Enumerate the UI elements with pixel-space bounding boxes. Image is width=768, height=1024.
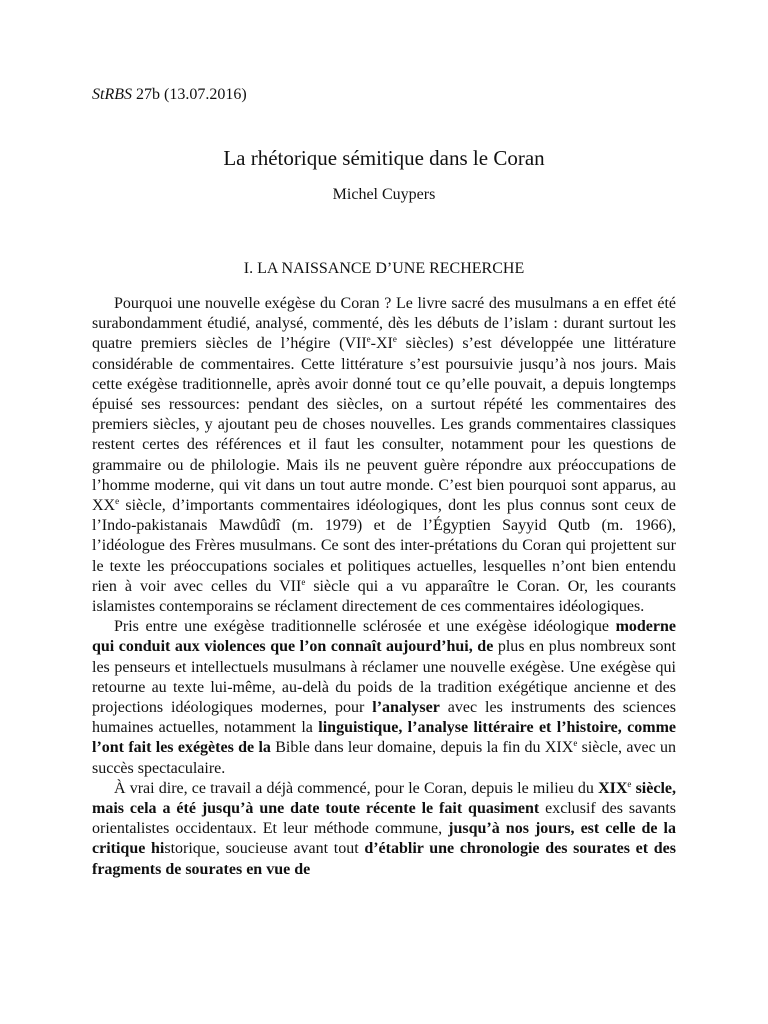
bold-text: XIX <box>598 779 628 797</box>
text-run: siècle, avec un succès spectaculaire. <box>92 739 677 777</box>
superscript-text: e <box>627 778 632 789</box>
text-run: Pourquoi une nouvelle exégèse du Coran ? Le livre sacré des musulmans a en effet été surabondamment étudié, analysé, commenté, dès les débuts de l’islam : durant surtout les quatre premiers siècles de l’hégire (VII <box>92 295 676 353</box>
journal-abbrev: StRBS <box>92 86 132 103</box>
text-run: siècle qui a vu apparaître le Coran. Or, les courants islamistes contemporains se réclament directement de ces commentaires idéologiques. <box>92 577 676 616</box>
paragraph-3 <box>92 779 676 880</box>
text-run: Pris entre une exégèse traditionnelle sclérosée et une exégèse idéologique <box>114 618 616 636</box>
paper-title: La rhétorique sémitique dans le Coran <box>223 146 545 170</box>
paragraph-2 <box>92 617 676 779</box>
superscript-text: e <box>366 334 371 345</box>
text-run: avec les instruments des sciences humaines actuelles, notamment la <box>92 699 677 737</box>
text-run: plus en plus nombreux sont les penseurs et intellectuels musulmans à réclamer une nouvelle exégèse. Une exégèse qui retourne au texte lui-même, au-delà du poids de la tradition exégétique ancienne et des projections idéologiques modernes, pour <box>92 638 676 717</box>
text-run: exclusif des savants orientalistes occidentaux. Et leur méthode commune, <box>92 800 677 838</box>
body-text <box>92 294 676 880</box>
bold-text: linguistique, l’analyse littéraire et l’histoire, comme l’ont fait les exégètes de la <box>92 719 677 757</box>
text-run: storique, soucieuse avant tout <box>164 840 365 858</box>
text-run: -XI <box>370 335 393 353</box>
superscript-text: e <box>573 738 578 749</box>
paragraph-1 <box>92 294 676 617</box>
superscript-text: e <box>115 496 120 507</box>
section-heading: I. LA NAISSANCE D’UNE RECHERCHE <box>243 260 525 277</box>
author-name: Michel Cuypers <box>332 186 436 203</box>
text-run: À vrai dire, ce travail a déjà commencé, pour le Coran, depuis le milieu du <box>114 779 599 797</box>
issue-ref: 27b (13.07.2016) <box>132 86 247 103</box>
bold-text: jusqu’à nos jours, est celle de la critique hi <box>92 820 677 858</box>
running-header <box>92 86 247 104</box>
superscript-text: e <box>301 576 306 587</box>
bold-text: d’établir une chronologie des sourates et des fragments de sourates en vue de <box>92 840 676 878</box>
text-run: Bible dans leur domaine, depuis la fin du XIX <box>270 739 574 757</box>
superscript-text: e <box>392 334 397 345</box>
bold-text: moderne qui conduit aux violences que l’on connaît aujourd’hui, de <box>92 618 676 656</box>
text-run: siècle, d’importants commentaires idéologiques, dont les plus connus sont ceux de l’Indo-pakistanais Mawdûdî (m. 1979) et de l’Égyptien Sayyid Qutb (m. 1966), l’idéologue des Frères musulmans. Ce sont des inter-prétations du Coran qui projettent sur le texte les préoccupations sociales et politiques actuelles, lesquelles n’ont bien entendu rien à voir avec celles du VII <box>92 497 676 595</box>
bold-text: l’analyser <box>372 699 440 717</box>
text-run: siècles) s’est développée une littérature considérable de commentaires. Cette littérature s’est poursuivie jusqu’à nos jours. Mais cette exégèse traditionnelle, après avoir donné tout ce qu’elle pouvait, a depuis longtemps épuisé ses ressources: pendant des siècles, on a surtout répété les commentaires des premiers siècles, y ajoutant peu de choses nouvelles. Les grands commentaires classiques restent certes des références et il faut les consulter, notamment pour les questions de grammaire ou de philologie. Mais ils ne peuvent guère répondre aux préoccupations de l’homme moderne, qui vit dans un tout autre monde. C’est bien pourquoi sont apparus, au XX <box>92 335 676 515</box>
bold-text: siècle, mais cela a été jusqu’à une date toute récente le fait quasiment <box>92 779 676 818</box>
